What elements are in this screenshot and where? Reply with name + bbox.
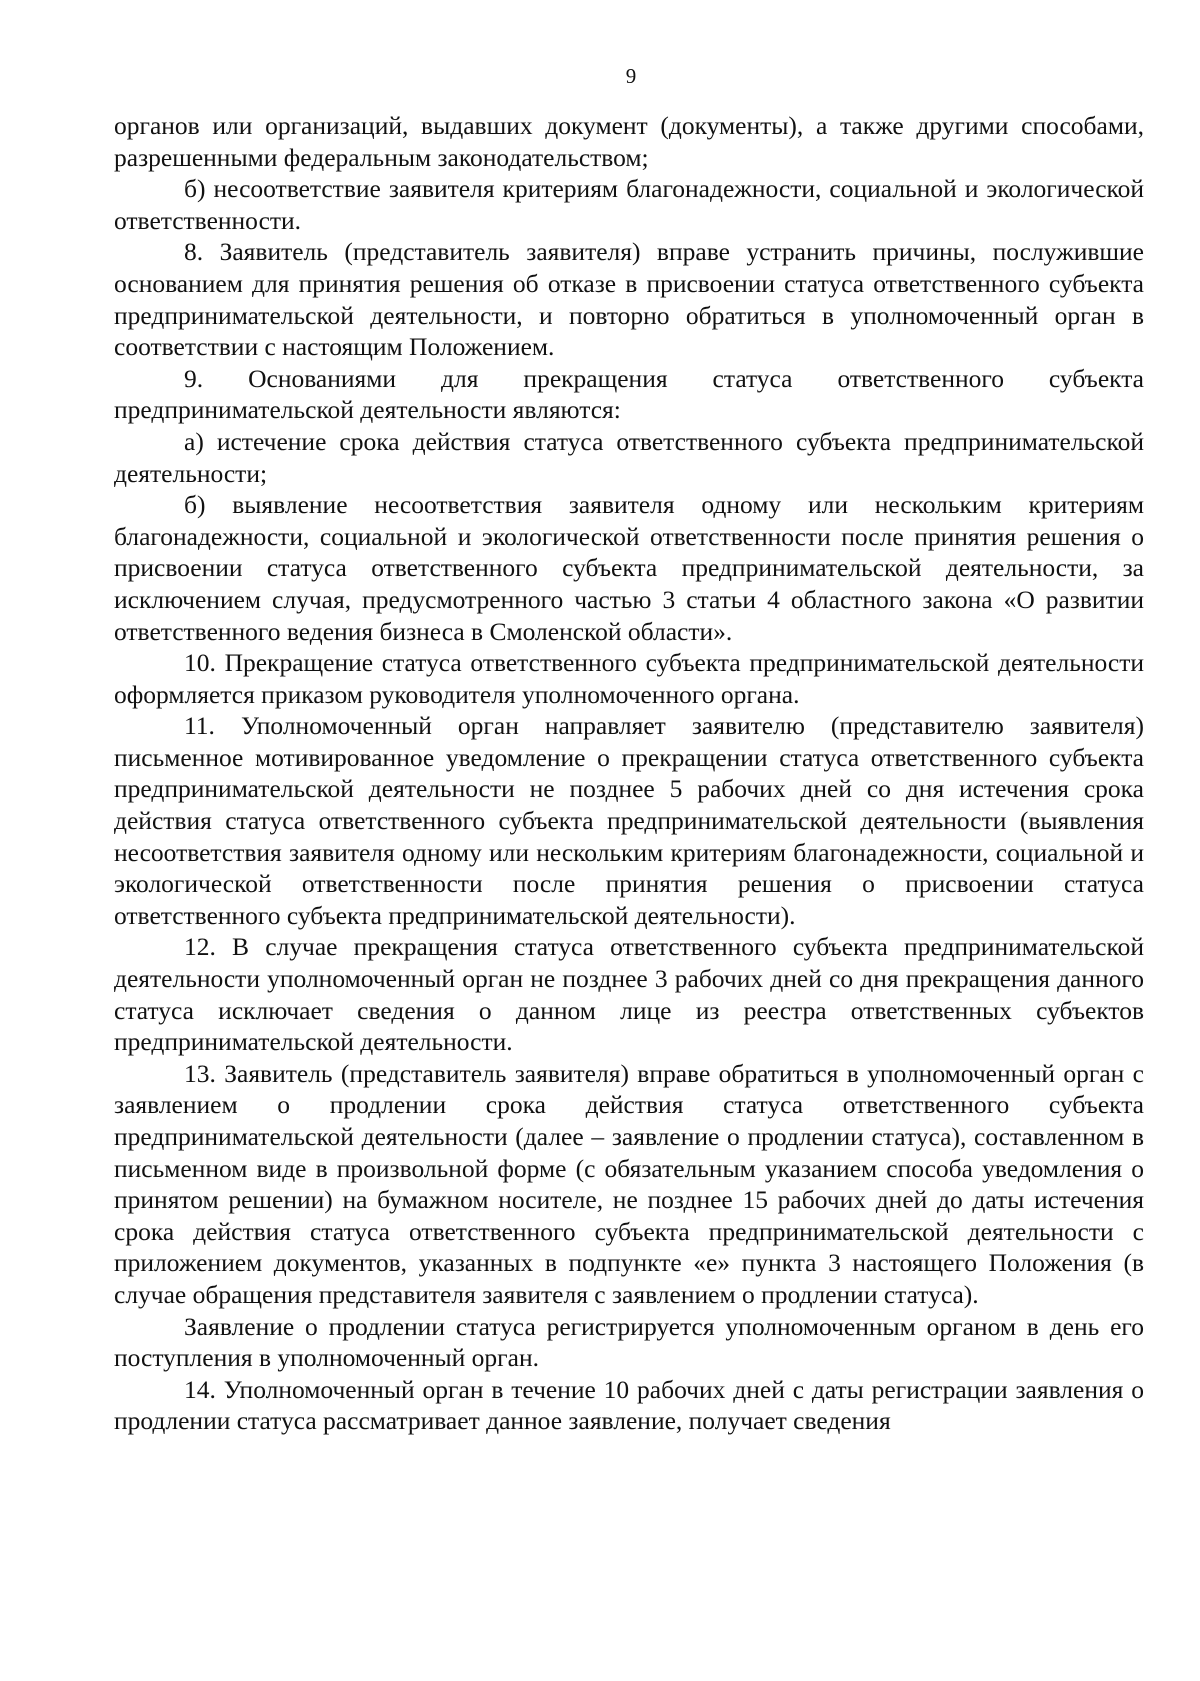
paragraph: 12. В случае прекращения статуса ответственного субъекта предпринимательской деятельности уполномоченный орган не позднее 3 рабочих дней со дня прекращения данного статуса исключает сведения о данном лице из реестра ответственных субъектов предпринимательской деятельности. (114, 932, 1144, 1057)
paragraph: Заявление о продлении статуса регистрируется уполномоченным органом в день его поступления в уполномоченный орган. (114, 1311, 1144, 1373)
paragraph: органов или организаций, выдавших документ (документы), а также другими способами, разрешенными федеральным законодательством; (114, 111, 1144, 172)
paragraph: б) выявление несоответствия заявителя одному или нескольким критериям благонадежности, социальной и экологической ответственности после принятия решения о присвоении статуса ответственного субъекта предпринимательской деятельности, за исключением случая, предусмотренного частью 3 статьи 4 областного закона «О развитии ответственного ведения бизнеса в Смоленской области». (114, 490, 1144, 646)
paragraph: а) истечение срока действия статуса ответственного субъекта предпринимательской деятельности; (114, 426, 1144, 488)
paragraph: 13. Заявитель (представитель заявителя) вправе обратиться в уполномоченный орган с заявлением о продлении срока действия статуса ответственного субъекта предпринимательской деятельности (далее – заявление о продлении статуса), составленном в письменном виде в произвольной форме (с обязательным указанием способа уведомления о принятом решении) на бумажном носителе, не позднее 15 рабочих дней до даты истечения срока действия статуса ответственного субъекта предпринимательской деятельности с приложением документов, указанных в подпункте «е» пункта 3 настоящего Положения (в случае обращения представителя заявителя с заявлением о продлении статуса). (114, 1058, 1144, 1309)
paragraph: б) несоответствие заявителя критериям благонадежности, социальной и экологической ответственности. (114, 174, 1144, 235)
paragraph: 11. Уполномоченный орган направляет заявителю (представителю заявителя) письменное мотивированное уведомление о прекращении статуса ответственного субъекта предпринимательской деятельности не позднее 5 рабочих дней со дня истечения срока действия статуса ответственного субъекта предпринимательской деятельности (выявления несоответствия заявителя одному или нескольким критериям благонадежности, социальной и экологической ответственности после принятия решения о присвоении статуса ответственного субъекта предпринимательской деятельности). (114, 711, 1144, 930)
page-number: 9 (625, 64, 637, 88)
paragraph: 8. Заявитель (представитель заявителя) вправе устранить причины, послужившие основанием для принятия решения об отказе в присвоении статуса ответственного субъекта предпринимательской деятельности, и повторно обратиться в уполномоченный орган в соответствии с настоящим Положением. (114, 237, 1144, 362)
paragraph: 14. Уполномоченный орган в течение 10 рабочих дней с даты регистрации заявления о продлении статуса рассматривает данное заявление, получает сведения (114, 1374, 1144, 1436)
paragraph: 10. Прекращение статуса ответственного субъекта предпринимательской деятельности оформляется приказом руководителя уполномоченного органа. (114, 648, 1144, 709)
document-body (114, 110, 1144, 1437)
paragraph: 9. Основаниями для прекращения статуса ответственного субъекта предпринимательской деятельности являются: (114, 363, 1144, 425)
